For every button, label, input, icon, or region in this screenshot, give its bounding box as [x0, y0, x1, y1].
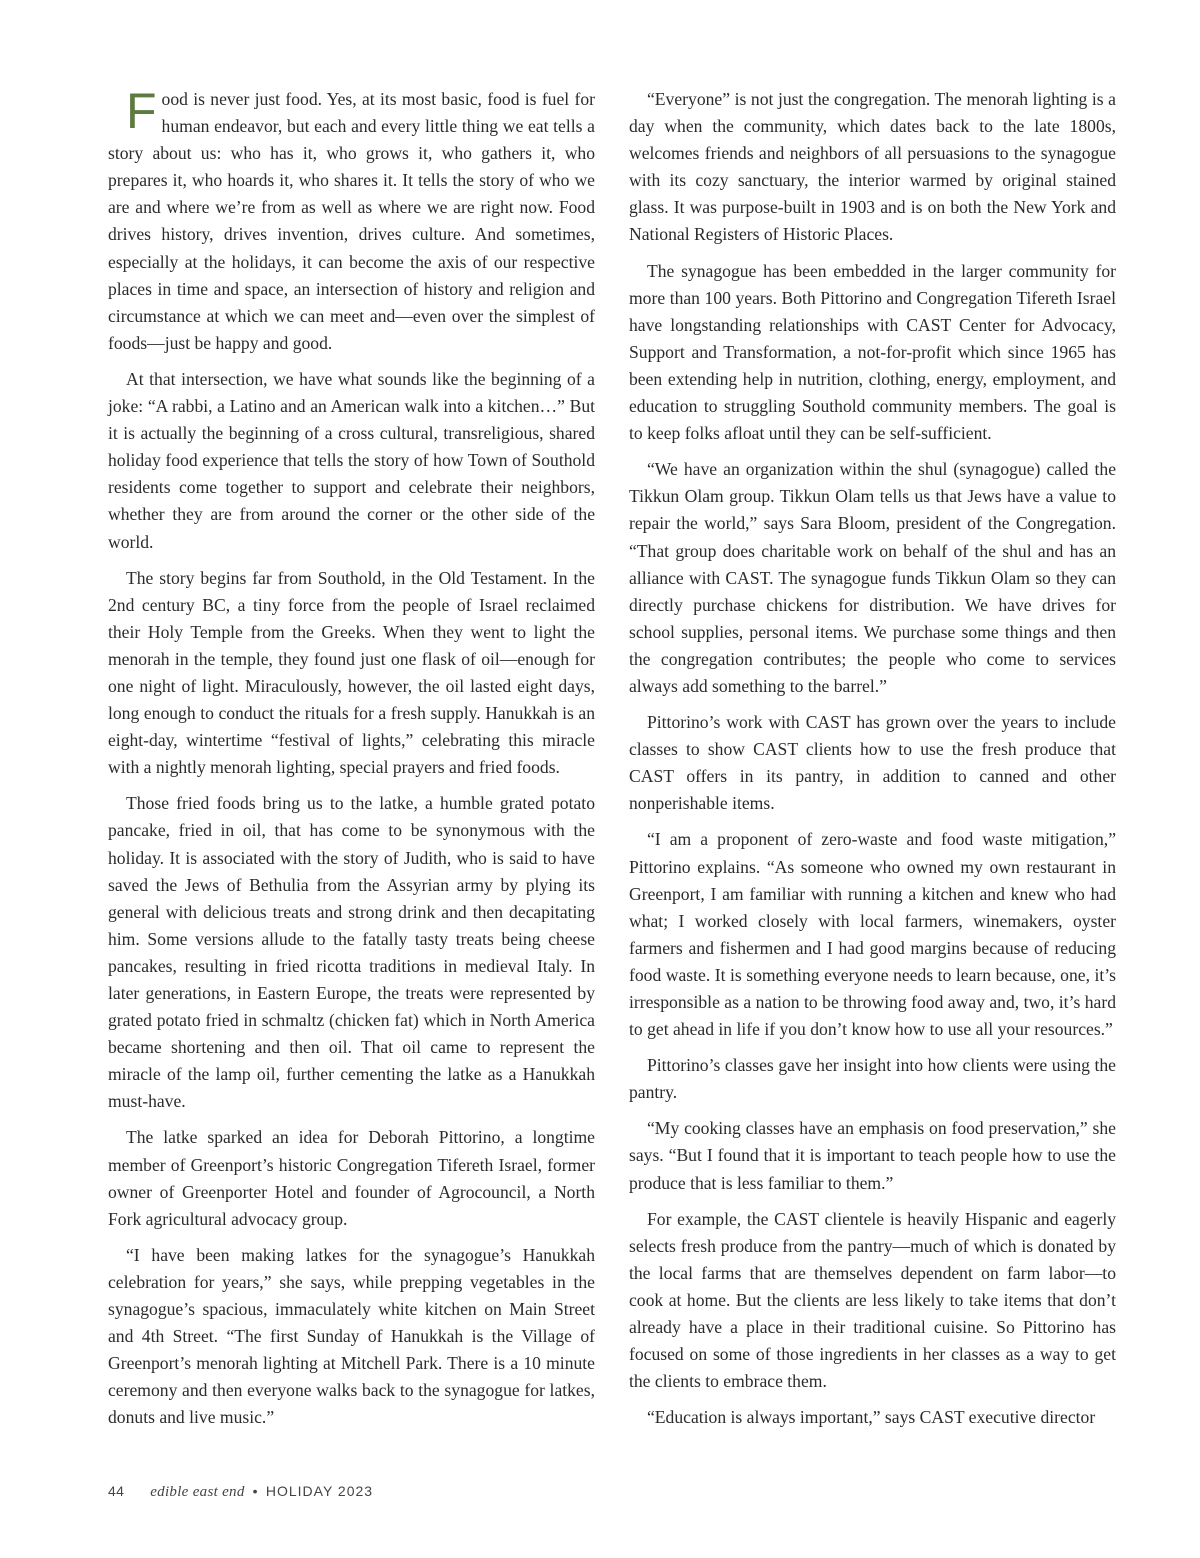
paragraph-text: ood is never just food. Yes, at its most basic, food is fuel for human endeavor, but each and every little thing we eat tells a story about us: who has it, who grows it, who gathers it, who prepares it, who hoards it, who shares it. It tells the story of who we are and where we’re from as well as where we are right now. Food drives history, drives invention, drives culture. And sometimes, especially at the holidays, it can become the axis of our respective places in time and space, an intersection of history and religion and circumstance at which we can meet and—even over the simplest of foods—just be happy and good. [108, 89, 595, 353]
paragraph: “My cooking classes have an emphasis on food preservation,” she says. “But I found that it is important to teach people how to use the produce that is less familiar to them.” [629, 1118, 1116, 1193]
paragraph: “We have an organization within the shul (synagogue) called the Tikkun Olam group. Tikkun Olam tells us that Jews have a value to repair the world,” says Sara Bloom, president of the Congregation. “That group does charitable work on behalf of the shul and has an alliance with CAST. The synagogue funds Tikkun Olam so they can directly purchase chickens for distribution. We have drives for school supplies, personal items. We purchase some things and then the congregation contributes; the people who come to services always add something to the barrel.” [629, 459, 1116, 696]
paragraph: Those fried foods bring us to the latke, a humble grated potato pancake, fried in oil, that has come to be synonymous with the holiday. It is associated with the story of Judith, who is said to have saved the Jews of Bethulia from the Assyrian army by plying its general with delicious treats and strong drink and then decapitating him. Some versions allude to the fatally tasty treats being cheese pancakes, resulting in fried ricotta traditions in medieval Italy. In later generations, in Eastern Europe, the treats were represented by grated potato fried in schmaltz (chicken fat) which in North America became shortening and then oil. That oil came to represent the miracle of the lamp oil, further cementing the latke as a Hanukkah must-have. [108, 793, 595, 1112]
paragraph: Pittorino’s work with CAST has grown over the years to include classes to show CAST clients how to use the fresh produce that CAST offers in its pantry, in addition to canned and other nonperishable items. [629, 712, 1116, 814]
paragraph: Pittorino’s classes gave her insight into how clients were using the pantry. [629, 1055, 1116, 1103]
paragraph: At that intersection, we have what sounds like the beginning of a joke: “A rabbi, a Latino and an American walk into a kitchen…” But it is actually the beginning of a cross cultural, transreligious, shared holiday food experience that tells the story of how Town of Southold residents come together to support and celebrate their neighbors, whether they are from around the corner or the other side of the world. [108, 368, 595, 552]
paragraph: The story begins far from Southold, in the Old Testament. In the 2nd century BC, a tiny force from the people of Israel reclaimed their Holy Temple from the Greeks. When they went to light the menorah in the temple, they found just one flask of oil—enough for one night of light. Miraculously, however, the oil lasted eight days, long enough to conduct the rituals for a fresh supply. Hanukkah is an eight-day, wintertime “festival of lights,” celebrating this miracle with a nightly menorah lighting, special prayers and fried foods. [108, 567, 595, 778]
article-column-right [629, 86, 1116, 1440]
article-column-left [108, 83, 595, 1441]
paragraph: “Education is always important,” says CAST executive director [647, 1407, 1096, 1428]
paragraph: The latke sparked an idea for Deborah Pittorino, a longtime member of Greenport’s historic Congregation Tifereth Israel, former owner of Greenporter Hotel and founder of Agrocouncil, a North Fork agricultural advocacy group. [108, 1127, 595, 1229]
paragraph [108, 83, 595, 357]
paragraph: For example, the CAST clientele is heavily Hispanic and eagerly selects fresh produce from the pantry—much of which is donated by the local farms that are themselves dependent on farm labor—to cook at home. But the clients are less likely to take items that don’t already have a place in their traditional cuisine. So Pittorino has focused on some of those ingredients in her classes as a way to get the clients to embrace them. [629, 1208, 1116, 1392]
paragraph: “I am a proponent of zero-waste and food waste mitigation,” Pittorino explains. “As someone who owned my own restaurant in Greenport, I am familiar with running a kitchen and knew who had what; I worked closely with local farmers, winemakers, oyster farmers and fishermen and I had good margins because of reducing food waste. It is something everyone needs to learn because, one, it’s irresponsible as a nation to be throwing food away and, two, it’s hard to get ahead in life if you don’t know how to use all your resources.” [629, 829, 1116, 1040]
paragraph: “Everyone” is not just the congregation. The menorah lighting is a day when the community, which dates back to the late 1800s, welcomes friends and neighbors of all persuasions to the synagogue with its cozy sanctuary, the interior warmed by original stained glass. It was purpose-built in 1903 and is on both the New York and National Registers of Historic Places. [629, 89, 1116, 245]
footer-separator: • [252, 1483, 258, 1499]
drop-cap: F [126, 83, 157, 139]
magazine-name: edible east end [150, 1484, 245, 1500]
paragraph: “I have been making latkes for the synagogue’s Hanukkah celebration for years,” she says, while prepping vegetables in the synagogue’s spacious, immaculately white kitchen on Main Street and 4th Street. “The first Sunday of Hanukkah is the Village of Greenport’s menorah lighting at Mitchell Park. There is a 10 minute ceremony and then everyone walks back to the synagogue for latkes, donuts and live music.” [108, 1244, 595, 1428]
paragraph: The synagogue has been embedded in the larger community for more than 100 years. Both Pittorino and Congregation Tifereth Israel have longstanding relationships with CAST Center for Advocacy, Support and Transformation, a not-for-profit which since 1965 has been extending help in nutrition, clothing, energy, employment, and education to struggling Southold community members. The goal is to keep folks afloat until they can be self-sufficient. [629, 260, 1116, 444]
issue-label: HOLIDAY 2023 [265, 1483, 374, 1499]
page-footer [108, 1483, 373, 1501]
page-number: 44 [108, 1483, 125, 1499]
